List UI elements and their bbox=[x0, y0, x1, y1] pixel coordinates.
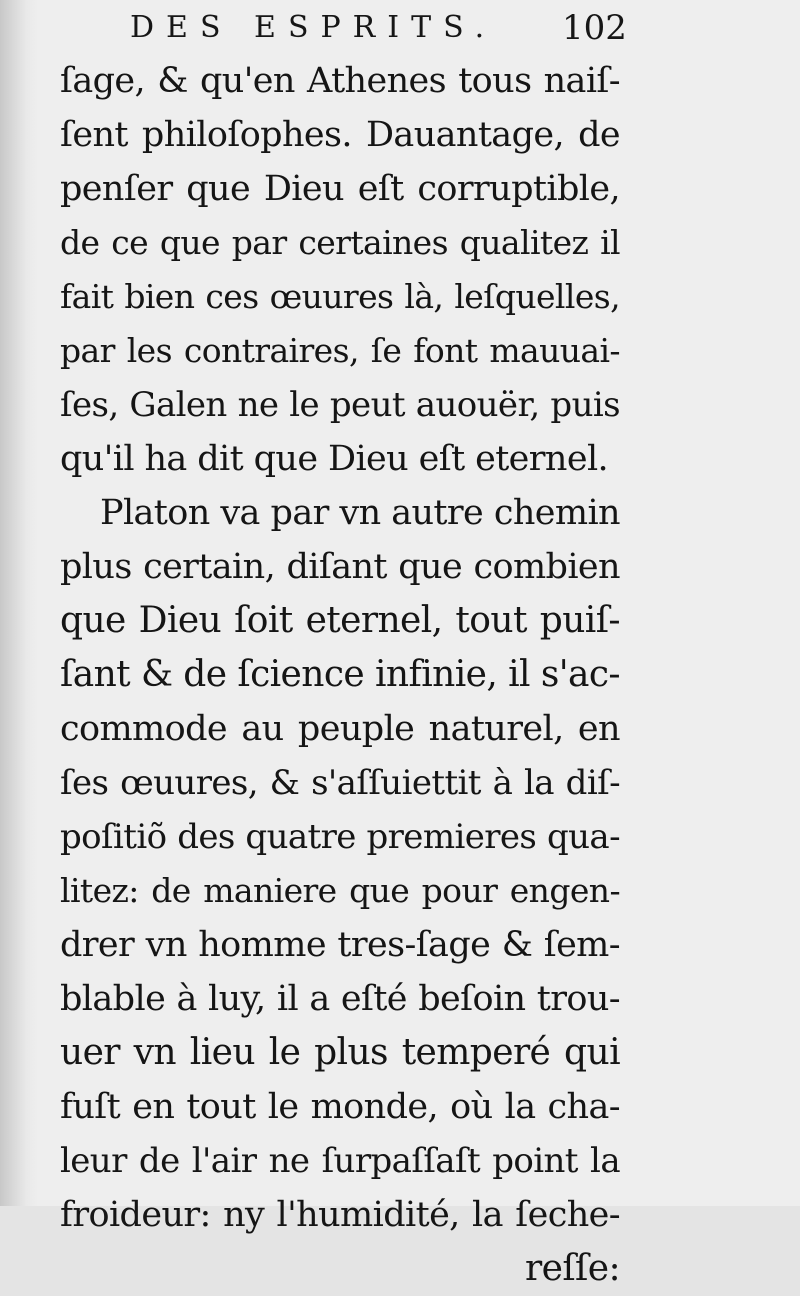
text-line: ſes œuures, & s'aſſuiettit à la diſ- bbox=[60, 763, 620, 803]
text-line: penſer que Dieu eſt corruptible, bbox=[60, 169, 620, 209]
text-line: de ce que par certaines qualitez il bbox=[60, 223, 620, 262]
text-line: drer vn homme tres-ſage & ſem- bbox=[60, 925, 620, 965]
text-line: uer vn lieu le plus temperé qui bbox=[60, 1032, 620, 1073]
text-line: plus certain, diſant que combien bbox=[60, 547, 620, 587]
text-line: leur de l'air ne ſurpaſſaſt point la bbox=[60, 1141, 620, 1181]
text-line: litez: de maniere que pour engen- bbox=[60, 871, 620, 910]
body-text bbox=[60, 54, 620, 1296]
text-line: que Dieu ſoit eternel, tout puiſ- bbox=[60, 600, 620, 641]
running-title: DES ESPRITS. bbox=[130, 10, 497, 45]
text-line: commode au peuple naturel, en bbox=[60, 709, 620, 749]
page-number: 102 bbox=[562, 8, 627, 48]
text-line: froideur: ny l'humidité, la ſeche- bbox=[60, 1195, 620, 1235]
text-line: fait bien ces œuures là, leſquelles, bbox=[60, 277, 620, 316]
text-line: ſant & de ſcience infinie, il s'ac- bbox=[60, 654, 620, 695]
paragraph-start-line: Platon va par vn autre chemin bbox=[100, 493, 620, 533]
text-line: blable à luy, il a eſté beſoin trou- bbox=[60, 979, 620, 1019]
text-line: poſitiõ des quatre premieres qua- bbox=[60, 817, 620, 857]
text-line: ſes, Galen ne le peut auouër, puis bbox=[60, 385, 620, 425]
text-line: qu'il ha dit que Dieu eſt eternel. bbox=[60, 439, 609, 479]
page-header bbox=[130, 8, 650, 48]
catchword: reſſe: bbox=[525, 1248, 620, 1289]
text-line: ſent philoſophes. Dauantage, de bbox=[60, 115, 620, 155]
text-line: fuſt en tout le monde, où la cha- bbox=[60, 1087, 620, 1127]
gutter-shadow bbox=[0, 0, 38, 1206]
text-line: par les contraires, ſe font mauuai- bbox=[60, 331, 620, 370]
text-line: ſage, & qu'en Athenes tous naiſ- bbox=[60, 61, 620, 101]
